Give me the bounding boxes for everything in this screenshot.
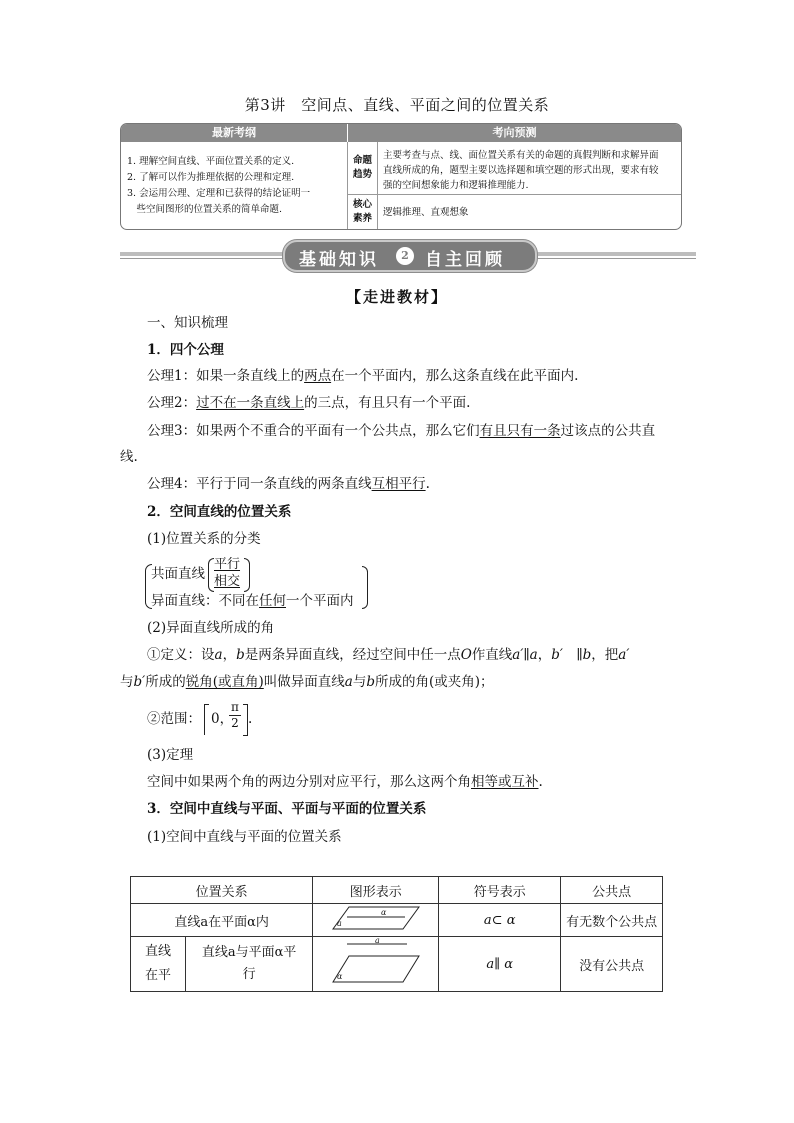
definition-line-1: ①定义：设a，b是两条异面直线，经过空间中任一点O作直线a′∥a，b′ ∥b，把a′ (147, 647, 630, 663)
figure-a-label: a (336, 919, 342, 928)
outline-item: 1. 理解空间直线、平面位置关系的定义. (127, 156, 295, 167)
coplanar-label: 共面直线 (151, 566, 205, 582)
section-banner (283, 240, 537, 272)
cell-common-points: 有无数个公共点 (561, 904, 663, 937)
cell-symbol: a∥ α (439, 937, 561, 992)
banner-left-text: 基础知识 (299, 250, 379, 270)
cell-figure (313, 937, 439, 992)
col-header-figure: 图形表示 (313, 877, 439, 904)
banner-right-text: 自主回顾 (425, 250, 505, 270)
outline-header: 最新考纲 (121, 124, 347, 142)
heading-line-relations: 2．空间直线的位置关系 (147, 504, 292, 520)
axiom-3: 公理3：如果两个不重合的平面有一个公共点，那么它们有且只有一条过该点的公共直 (147, 423, 656, 439)
intersect-label: 相交 (214, 574, 241, 589)
cell-symbol: a⊂ α (439, 904, 561, 937)
outer-brace-right (362, 566, 368, 609)
axiom-1: 公理1：如果一条直线上的两点在一个平面内，那么这条直线在此平面内. (147, 368, 579, 384)
divider (348, 194, 681, 195)
heading-line-plane: (1)空间中直线与平面的位置关系 (147, 829, 342, 845)
heading-theorem: (3)定理 (147, 747, 194, 763)
relation-table (130, 876, 663, 992)
divider (377, 142, 378, 229)
line-in-plane-figure (331, 904, 421, 932)
col-header-symbol: 符号表示 (439, 877, 561, 904)
axiom-3-cont: 线. (120, 449, 138, 465)
col-header-common-points: 公共点 (561, 877, 663, 904)
cell-relation: 直线a与平面α平 行 (186, 937, 313, 992)
inner-brace-right (244, 558, 250, 592)
range-fraction: $\frac{\pi}{2}$ (229, 700, 241, 731)
trend-label: 命题 趋势 (352, 155, 372, 180)
heading-knowledge: 一、知识梳理 (147, 315, 228, 331)
table-row (131, 937, 663, 992)
outline-item: 些空间图形的位置关系的简单命题. (127, 204, 283, 215)
skew-label: 异面直线：不同在任何一个平面内 (151, 593, 354, 609)
table-row (131, 904, 663, 937)
trend-text: 主要考查与点、线、面位置关系有关的命题的真假判断和求解异面 直线所成的角，题型主要以选择题和填空题的形式出现，要求有较 强的空间想象能力和逻辑推理能力. (383, 150, 659, 191)
cell-common-points: 没有公共点 (561, 937, 663, 992)
exam-outline-box (120, 123, 682, 230)
range-left-bracket (204, 704, 209, 735)
section-heading: 【走进教材】 (345, 288, 448, 306)
definition-line-2: 与b′所成的锐角(或直角)叫做异面直线a与b所成的角(或夹角)； (120, 674, 494, 690)
range-end: . (248, 711, 253, 727)
outline-list (127, 154, 345, 218)
cell-group: 直线 在平 (131, 937, 186, 992)
heading-plane-relations: 3．空间中直线与平面、平面与平面的位置关系 (147, 801, 427, 817)
outline-item: 2. 了解可以作为推理依据的公理和定理. (127, 172, 295, 183)
figure-alpha-label: α (336, 972, 343, 981)
forecast-header: 考向预测 (348, 124, 681, 142)
literacy-label: 核心 素养 (352, 199, 372, 224)
range-zero: 0， (211, 711, 234, 727)
cell-relation: 直线a在平面α内 (131, 904, 313, 937)
figure-alpha-label: α (380, 908, 387, 917)
col-header-relation: 位置关系 (131, 877, 313, 904)
outline-item: 3. 会运用公理、定理和已获得的结论证明一 (127, 188, 311, 199)
table-header-row (131, 877, 663, 904)
literacy-text: 逻辑推理、直观想象 (383, 207, 469, 218)
heading-classification: (1)位置关系的分类 (147, 531, 261, 547)
line-parallel-plane-figure (331, 938, 421, 986)
axiom-4: 公理4：平行于同一条直线的两条直线互相平行. (147, 476, 430, 492)
heading-axioms: 1．四个公理 (147, 342, 224, 358)
page-title: 第3讲 空间点、直线、平面之间的位置关系 (244, 96, 550, 114)
theorem-text: 空间中如果两个角的两边分别对应平行，那么这两个角相等或互补. (147, 774, 543, 790)
axiom-2: 公理2：过不在一条直线上的三点，有且只有一个平面. (147, 395, 471, 411)
figure-a-label: a (374, 938, 380, 945)
parallel-label: 平行 (214, 557, 241, 572)
cell-figure (313, 904, 439, 937)
banner-icon: 2 (396, 247, 414, 265)
range-label: ②范围： (147, 711, 201, 727)
heading-skew-angle: (2)异面直线所成的角 (147, 620, 275, 636)
